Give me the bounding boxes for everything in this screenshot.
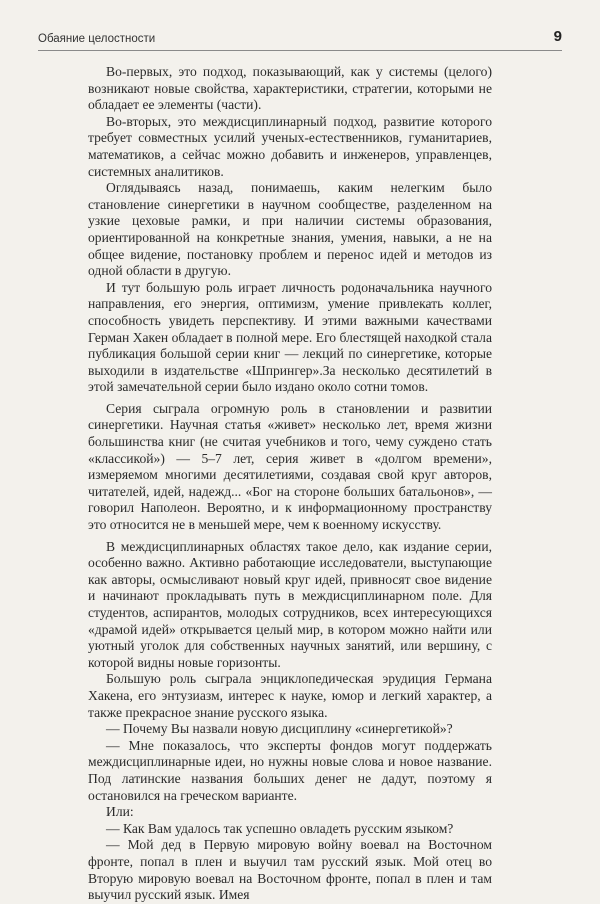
dialogue-question: — Как Вам удалось так успешно овладеть русским языком? bbox=[106, 820, 454, 836]
dialogue-question: — Почему Вы назвали новую дисциплину «синергетикой»? bbox=[106, 721, 453, 737]
paragraph: В междисциплинарных областях такое дело, как издание серии, особенно важно. Активно работающие исследователи, выступающие как авторы, осмысливают новый круг идей, привносят свое видение и начинают прокладывать путь в междисциплинарном поле. Для студентов, аспирантов, молодых сотрудников, всех интересующихся «драмой идей» открывается целый мир, в котором можно найти или уютный уголок для собственных научных занятий, или вершину, с которой видны новые горизонты. bbox=[88, 538, 492, 670]
page-header bbox=[38, 30, 562, 51]
paragraph: И тут большую роль играет личность родоначальника научного направления, его энергия, оптимизм, умение привлекать коллег, способность увидеть перспективу. И этими важными качествами Герман Хакен обладает в полной мере. Его блестящей находкой стала публикация большой серии книг — лекций по синергетике, которые выходили в издательстве «Шпрингер».За несколько десятилетий в этой замечательной серии было издано около сотни томов. bbox=[88, 279, 492, 395]
paragraph: Во-первых, это подход, показывающий, как у системы (целого) возникают новые свойства, характеристики, стратегии, которыми не обладает ее элементы (части). bbox=[88, 64, 492, 113]
paragraph: Большую роль сыграла энциклопедическая эрудиция Германа Хакена, его энтузиазм, интерес к науке, юмор и легкий характер, а также прекрасное знание русского языка. bbox=[88, 671, 492, 720]
dialogue-answer: — Мне показалось, что эксперты фондов могут поддержать междисциплинарные идеи, но нужны новые слова и новое название. Под латинские названия больших денег не дадут, поэтому я остановился на греческом варианте. bbox=[88, 737, 492, 803]
page-number: 9 bbox=[553, 28, 562, 45]
paragraph: Во-вторых, это междисциплинарный подход, развитие которого требует совместных усилий ученых-естественников, гуманитариев, математиков, а сейчас можно добавить и инженеров, управленцев, системных аналитиков. bbox=[88, 113, 492, 179]
running-title: Обаяние целостности bbox=[38, 33, 156, 45]
paragraph: Оглядываясь назад, понимаешь, каким нелегким было становление синергетики в научном сообществе, разделенном на узкие цеховые рамки, и при наличии системы образования, ориентированной на конкретные знания, умения, навыки, а не на общее видение, постановку проблем и перенос идей и методов из одной области в другую. bbox=[88, 180, 492, 279]
body-text bbox=[88, 64, 492, 904]
paragraph: Серия сыграла огромную роль в становлении и развитии синергетики. Научная статья «живет» несколько лет, время жизни большинства книг (не считая учебников и того, чему суждено стать «классикой») — 5–7 лет, серия живет в «долгом времени», измеряемом многими десятилетиями, создавая свой круг авторов, читателей, идей, надежд... «Бог на стороне больших батальонов», — говорил Наполеон. Вероятно, и к информационному пространству это относится не в меньшей мере, чем к военному искусству. bbox=[88, 400, 492, 533]
dialogue-answer: — Мой дед в Первую мировую войну воевал на Восточном фронте, попал в плен и выучил там русский язык. Мой отец во Вторую мировую воевал на Восточном фронте, попал в плен и там выучил русский язык. Имея bbox=[88, 837, 492, 903]
paragraph: Или: bbox=[106, 804, 134, 820]
